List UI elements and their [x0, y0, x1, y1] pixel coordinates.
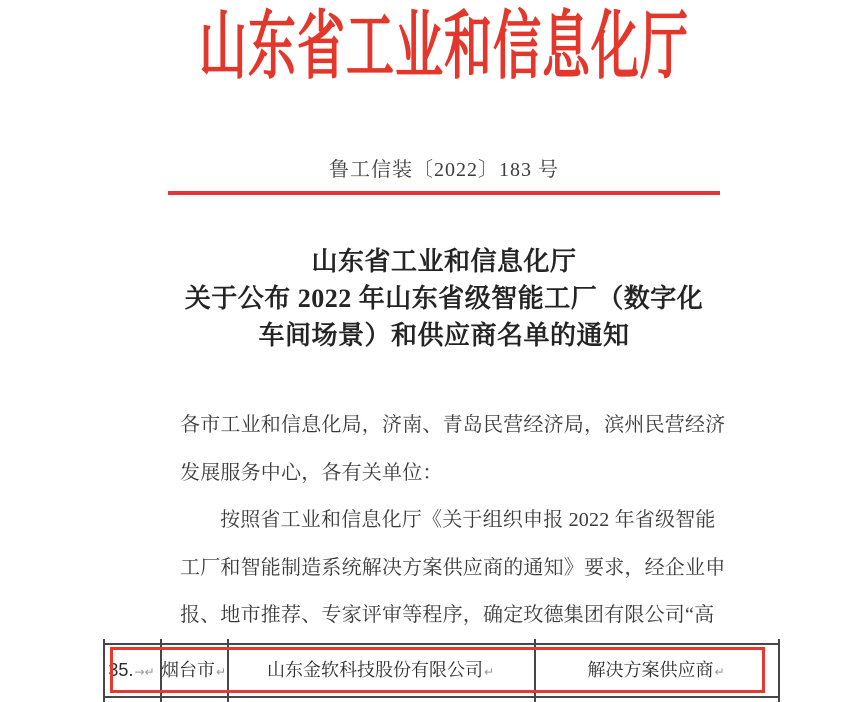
table-cell-city-text: 烟台市	[160, 660, 215, 680]
formatting-mark: ↵	[714, 665, 725, 679]
notice-title-line-2: 关于公布 2022 年山东省级智能工厂（数字化	[184, 284, 704, 313]
letterhead-title: 山东省工业和信息化厅	[198, 6, 689, 89]
notice-title-line-1: 山东省工业和信息化厅	[311, 247, 577, 276]
notice-title	[46, 243, 842, 354]
body-line: 报、地市推荐、专家评审等程序，确定玫德集团有限公司“高	[180, 604, 715, 626]
document-number: 鲁工信装〔2022〕183 号	[329, 159, 559, 181]
table-border-top	[103, 643, 780, 645]
formatting-mark: →↵	[134, 665, 155, 679]
red-annotation-rectangle	[110, 647, 765, 693]
table-cell-company-text: 山东金软科技股份有限公司	[266, 660, 483, 680]
formatting-mark: ↵	[483, 665, 495, 679]
table-border-bottom	[103, 696, 780, 698]
body-line: 发展服务中心，各有关单位：	[180, 461, 443, 484]
red-divider-line	[168, 191, 720, 195]
notice-title-line-3: 车间场景）和供应商名单的通知	[258, 321, 630, 350]
table-cell-category-text: 解决方案供应商	[587, 660, 714, 680]
body-line: 按照省工业和信息化厅《关于组织申报 2022 年省级智能	[220, 509, 716, 531]
formatting-mark: ↵	[215, 665, 227, 679]
document-content	[46, 0, 842, 702]
body-line: 各市工业和信息化局，济南、青岛民营经济局，滨州民营经济	[180, 414, 726, 436]
table-column-line	[778, 639, 780, 702]
notice-body	[180, 402, 732, 640]
table-cell-sequence-text: 35.	[108, 660, 134, 680]
body-line: 工厂和智能制造系统解决方案供应商的通知》要求，经企业申	[180, 556, 726, 579]
